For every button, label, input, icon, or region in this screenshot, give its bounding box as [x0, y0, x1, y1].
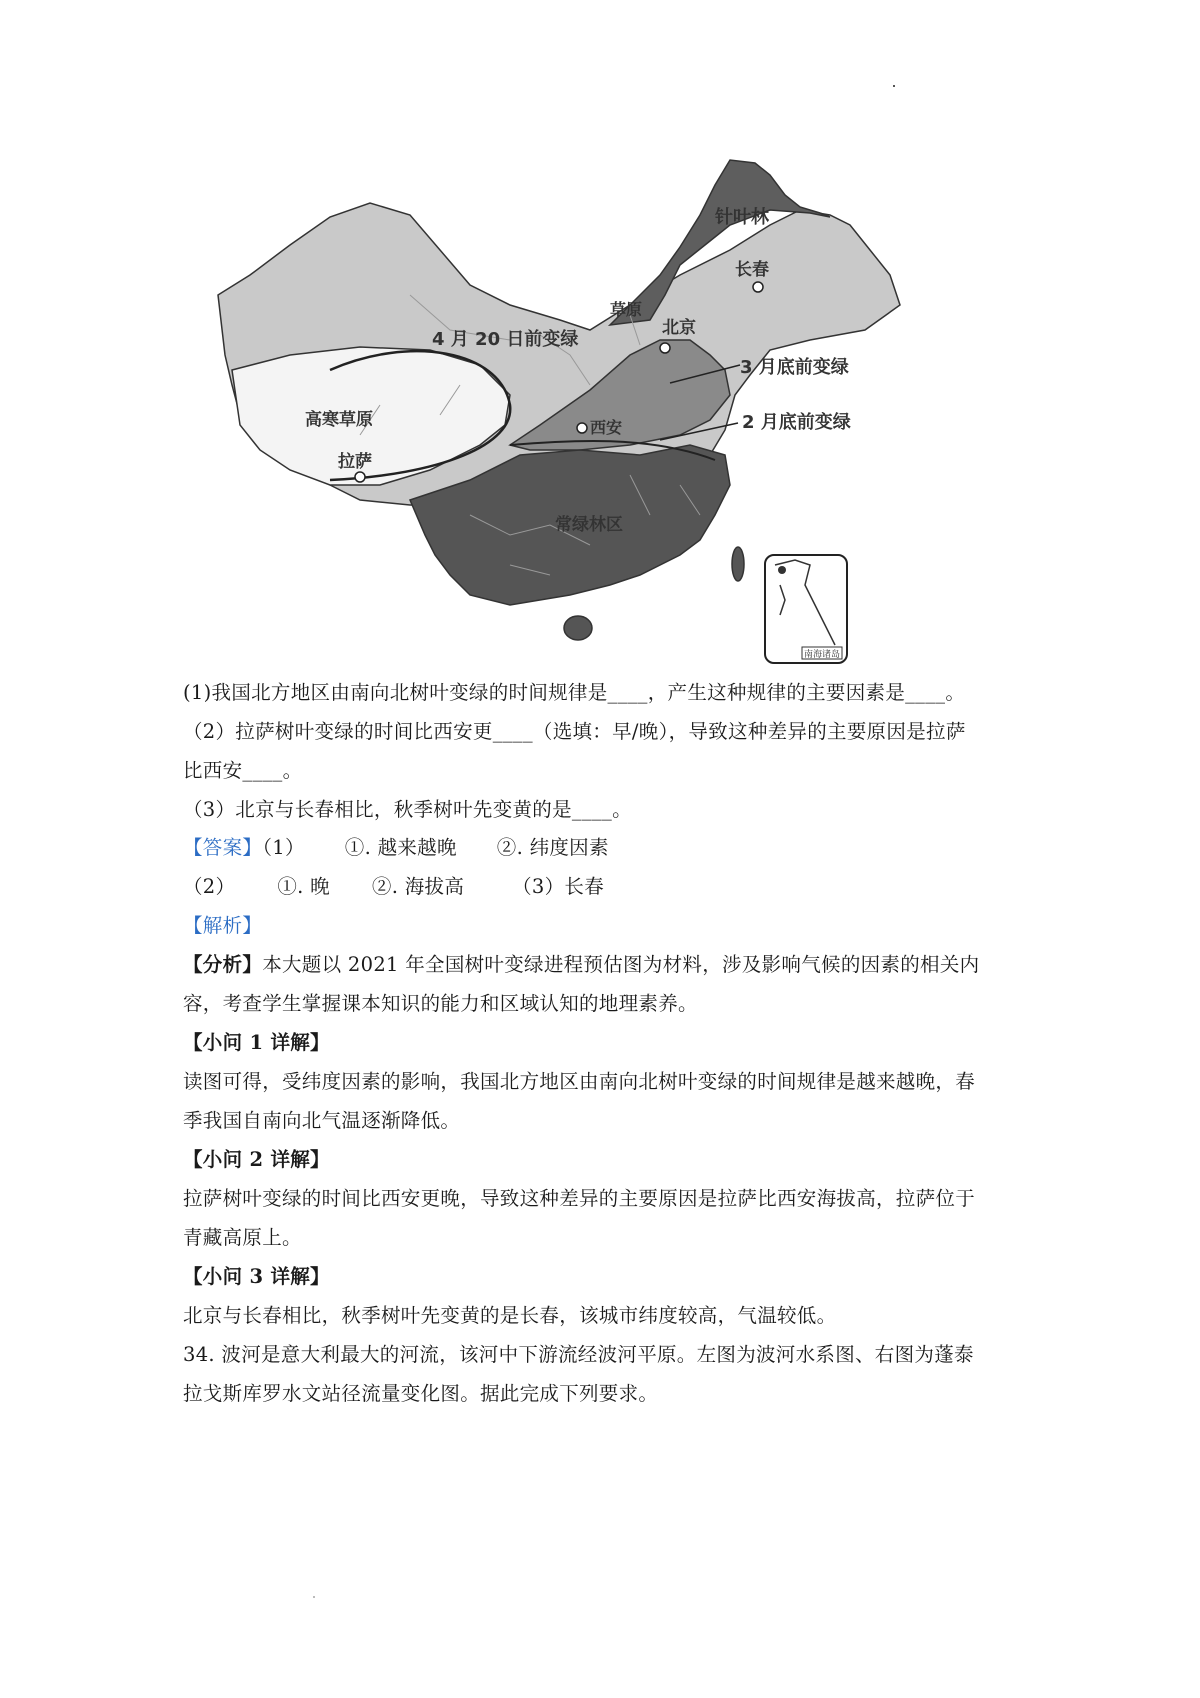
- sub3-line-1: 北京与长春相比，秋季树叶先变黄的是长春，该城市纬度较高，气温较低。: [183, 1304, 837, 1327]
- map-inset-island: [778, 566, 786, 574]
- map-label-alpine: 高寒草原: [305, 410, 373, 430]
- analysis-tag: 【分析】: [183, 953, 263, 976]
- map-label-mar-end: 3 月底前变绿: [740, 357, 849, 378]
- map-label-grassland: 草原: [610, 300, 643, 319]
- map-hainan: [564, 616, 592, 640]
- map-xian-point: [577, 423, 587, 433]
- sub1-line-1: 读图可得，受纬度因素的影响，我国北方地区由南向北树叶变绿的时间规律是越来越晚，春: [183, 1070, 976, 1093]
- china-map-figure: [210, 155, 950, 730]
- map-label-beijing: 北京: [662, 318, 696, 338]
- map-inset-caption: 南海诸岛: [804, 650, 841, 660]
- map-taiwan: [732, 547, 744, 581]
- sub2-line-1: 拉萨树叶变绿的时间比西安更晚，导致这种差异的主要原因是拉萨比西安海拔高，拉萨位于: [183, 1187, 976, 1210]
- q34-line-2: 拉戈斯库罗水文站径流量变化图。据此完成下列要求。: [183, 1382, 659, 1405]
- scan-dot-footer: [313, 1596, 315, 1598]
- answer-1-part-2: ②. 纬度因素: [496, 836, 609, 859]
- map-label-conifer: 针叶林: [715, 207, 769, 228]
- map-label-lhasa: 拉萨: [338, 452, 372, 472]
- answer-line-1: [183, 834, 609, 862]
- answer-label: 【答案】: [183, 836, 263, 859]
- map-changchun-point: [753, 282, 763, 292]
- china-map: [210, 155, 950, 730]
- answer-2-num: （2）: [183, 875, 236, 898]
- sub2-line-2: 青藏高原上。: [183, 1226, 302, 1249]
- analysis-text-1: 本大题以 2021 年全国树叶变绿进程预估图为材料，涉及影响气候的因素的相关内: [262, 953, 980, 976]
- answer-2-part-2: ②. 海拔高: [371, 875, 465, 898]
- answer-2-part-1: ①. 晚: [277, 875, 330, 898]
- map-lhasa-point: [355, 472, 365, 482]
- sub2-title: 【小问 2 详解】: [183, 1148, 330, 1171]
- sub3-title: 【小问 3 详解】: [183, 1265, 330, 1288]
- answer-3: （3）长春: [512, 875, 605, 898]
- scan-dot: [893, 85, 895, 87]
- question-1: (1)我国北方地区由南向北树叶变绿的时间规律是____，产生这种规律的主要因素是____。: [183, 681, 966, 704]
- question-2-line-1: （2）拉萨树叶变绿的时间比西安更____（选填：早/晚），导致这种差异的主要原因是拉萨: [183, 720, 966, 743]
- sub1-title: 【小问 1 详解】: [183, 1031, 330, 1054]
- question-2-line-2: 比西安____。: [183, 759, 303, 782]
- map-label-evergreen: 常绿林区: [555, 515, 623, 535]
- map-label-xian: 西安: [590, 418, 623, 437]
- map-label-feb-end: 2 月底前变绿: [742, 412, 851, 433]
- answer-1-part-1: ①. 越来越晚: [344, 836, 457, 859]
- answer-1-num: （1）: [262, 836, 305, 859]
- map-beijing-point: [660, 343, 670, 353]
- map-label-apr20: 4 月 20 日前变绿: [432, 329, 579, 350]
- analysis-line-2: 容，考查学生掌握课本知识的能力和区域认知的地理素养。: [183, 992, 698, 1015]
- analysis-line-1: [183, 951, 979, 979]
- sub1-line-2: 季我国自南向北气温逐渐降低。: [183, 1109, 461, 1132]
- question-3: （3）北京与长春相比，秋季树叶先变黄的是____。: [183, 798, 632, 821]
- q34-line-1: 34. 波河是意大利最大的河流，该河中下游流经波河平原。左图为波河水系图、右图为蓬泰: [183, 1343, 974, 1366]
- answer-line-2: [183, 873, 604, 901]
- map-label-changchun: 长春: [735, 260, 769, 280]
- analysis-label: 【解析】: [183, 914, 263, 937]
